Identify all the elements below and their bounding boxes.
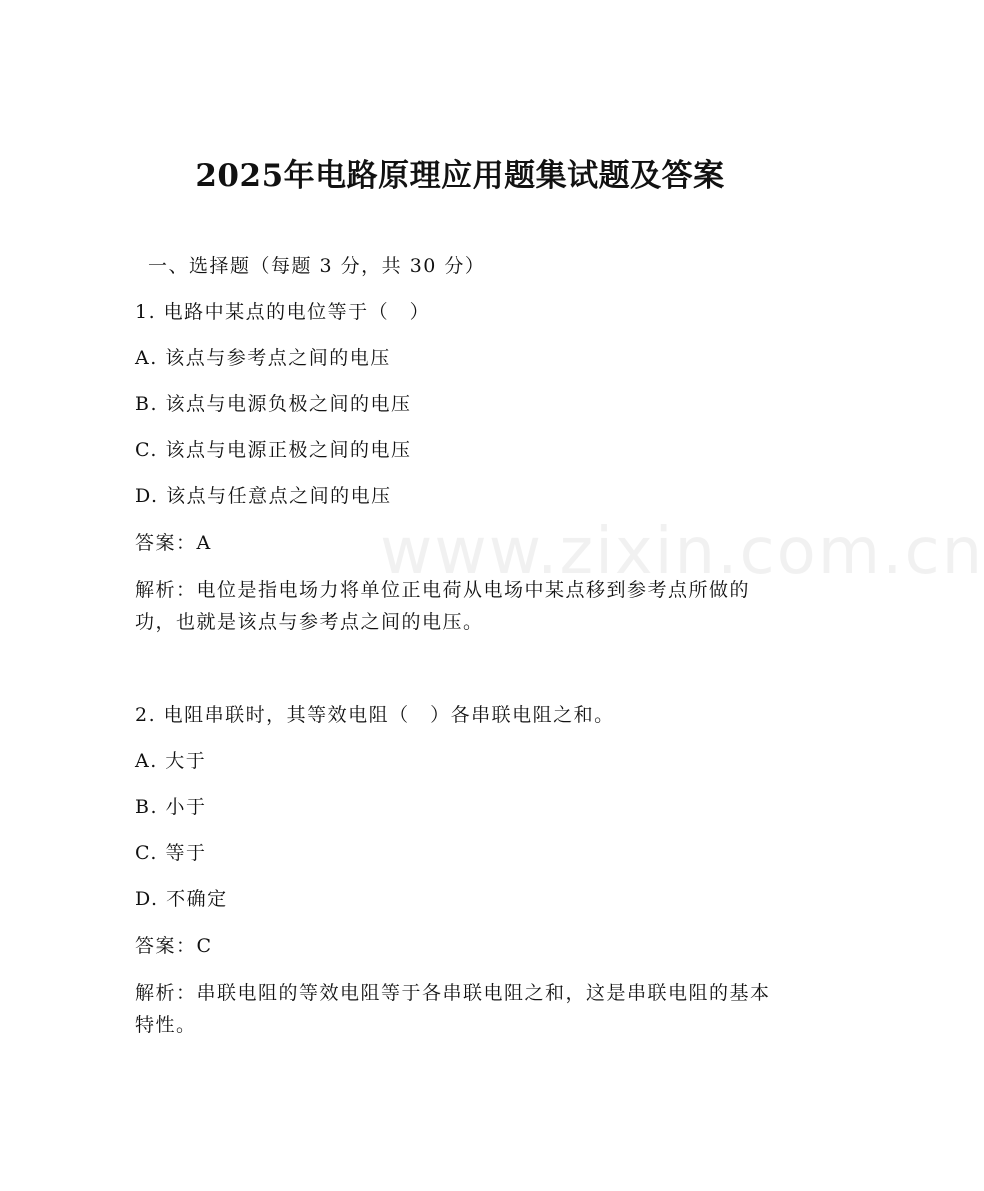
question-1-option-c: C. 该点与电源正极之间的电压	[135, 439, 412, 461]
question-1-option-b: B. 该点与电源负极之间的电压	[135, 393, 412, 415]
question-2-option-a: A. 大于	[135, 750, 207, 772]
section-heading: 一、选择题（每题 3 分，共 30 分）	[148, 255, 486, 277]
question-1-option-d: D. 该点与任意点之间的电压	[135, 485, 392, 507]
question-2-explanation: 解析：串联电阻的等效电阻等于各串联电阻之和，这是串联电阻的基本特性。	[135, 982, 771, 1036]
question-2-option-b: B. 小于	[135, 796, 207, 818]
question-1-stem: 1. 电路中某点的电位等于（ ）	[135, 301, 431, 323]
document-title: 2025年电路原理应用题集试题及答案	[195, 158, 725, 194]
question-2-option-c: C. 等于	[135, 842, 207, 864]
question-2-answer: 答案：C	[135, 935, 213, 957]
watermark: www.zixin.com.cn	[380, 515, 984, 589]
question-2-option-d: D. 不确定	[135, 888, 228, 910]
question-2-stem: 2. 电阻串联时，其等效电阻（ ）各串联电阻之和。	[135, 704, 615, 726]
question-1-answer: 答案：A	[135, 532, 212, 554]
question-1-explanation: 解析：电位是指电场力将单位正电荷从电场中某点移到参考点所做的功，也就是该点与参考点之间的电压。	[135, 579, 751, 633]
question-1-option-a: A. 该点与参考点之间的电压	[135, 347, 391, 369]
